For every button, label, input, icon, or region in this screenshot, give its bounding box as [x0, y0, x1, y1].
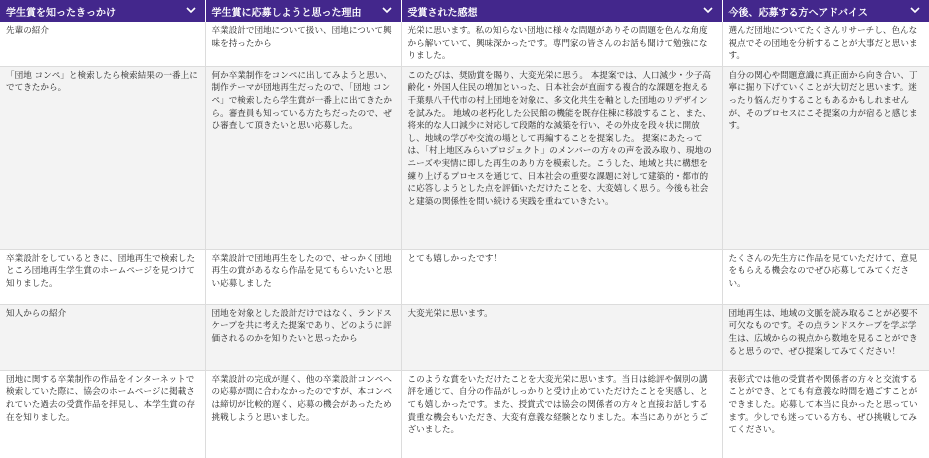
table-cell-advice: 表彰式では他の受賞者や関係者の方々と交流することができ、とても有意義な時間を過ごすことができました。応募して本当に良かったと思っています。少しでも迷っている方も、ぜひ挑戦してみてください。	[722, 370, 929, 458]
column-header-reason[interactable]	[205, 0, 401, 22]
table-cell-impression: このたびは、奨励賞を賜り、大変光栄に思う。 本提案では、人口減少・少子高齢化・外国人住民の増加といった、日本社会が直面する複合的な課題を抱える千葉県八千代市の村上団地を対象に、多文化共生を軸とした団地のリデザインを試みた。 地域の老朽化した公民館の機能を既存住棟に移設すること、また、将来的な人口減少に対応して段階的な減築を行い、その外皮を段々状に開放し、地域の学びや交流の場として再編することを提案した。 提案にあたっては、「村上地区みらいプロジェクト」のメンバーの方々の声を汲み取り、現地のニーズや実情に即した再生のあり方を模索した。こうした、地域と共に構想を練り上げるプロセスを通じて、日本社会の重要な課題に対して建築的・都市的に応答しようとした点を評価いただけたことを、大変嬉しく思う。今後も社会と建築の関係性を問い続ける実践を重ねていきたい。	[401, 66, 722, 249]
header-row	[0, 0, 929, 22]
chevron-down-icon[interactable]	[909, 4, 921, 16]
chevron-down-icon[interactable]	[185, 4, 197, 16]
table-row	[0, 304, 929, 370]
table-row	[0, 66, 929, 249]
table-row	[0, 22, 929, 66]
table-cell-trigger: 知人からの紹介	[0, 304, 205, 370]
chevron-down-icon[interactable]	[381, 4, 393, 16]
chevron-down-icon[interactable]	[702, 4, 714, 16]
table-body	[0, 22, 929, 458]
table-header	[0, 0, 929, 22]
table-cell-reason: 卒業設計で団地再生をしたので、せっかく団地再生の賞があるなら作品を見てもらいたいと思い応募しました	[205, 249, 401, 304]
column-header-label: 学生賞に応募しようと思った理由	[211, 7, 362, 19]
column-header-label: 受賞された感想	[407, 7, 478, 19]
table-cell-advice: たくさんの先生方に作品を見ていただけて、意見をもらえる機会なのでぜひ応募してみてください。	[722, 249, 929, 304]
column-header-advice[interactable]	[722, 0, 929, 22]
table-cell-reason: 卒業設計で団地について扱い、団地について興味を持ったから	[205, 22, 401, 66]
table-cell-reason: 卒業設計の完成が遅く、他の卒業設計コンペへの応募が間に合わなかったのですが、本コンペは締切が比較的遅く、応募の機会があったため挑戦しようと思いました。	[205, 370, 401, 458]
table-cell-trigger: 「団地 コンペ」と検索したら検索結果の一番上にでてきたから。	[0, 66, 205, 249]
column-header-impression[interactable]	[401, 0, 722, 22]
table-row	[0, 370, 929, 458]
table-cell-advice: 団地再生は、地域の文脈を読み取ることが必要不可欠なものです。その点ランドスケープを学ぶ学生は、広域からの視点から数地を見ることができると思うので、ぜひ提案してみてください！	[722, 304, 929, 370]
table-cell-trigger: 卒業設計をしているときに、団地再生で検索したところ団地再生学生賞のホームページを見つけて知りました。	[0, 249, 205, 304]
table-row	[0, 249, 929, 304]
column-header-trigger[interactable]	[0, 0, 205, 22]
table-cell-impression: 大変光栄に思います。	[401, 304, 722, 370]
table-cell-reason: 何か卒業制作をコンペに出してみようと思い、制作テーマが団地再生だったので、「団地 コンペ」で検索したら学生賞が一番上に出てきたから。審査員も知っている方たちだったので、ぜひ審査して頂きたいと思い応募した。	[205, 66, 401, 249]
table-cell-reason: 団地を対象とした設計だけではなく、ランドスケープを共に考えた提案であり、どのように評価されるのかを知りたいと思ったから	[205, 304, 401, 370]
table-cell-advice: 自分の関心や問題意識に真正面から向き合い、丁寧に掘り下げていくことが大切だと思います。迷ったり悩んだりすることもあるかもしれませんが、そのプロセスにこそ提案の力が宿ると感じます。	[722, 66, 929, 249]
table-cell-advice: 選んだ団地についてたくさんリサーチし、色んな視点でその団地を分析することが大事だと思います。	[722, 22, 929, 66]
table-cell-impression: とても嬉しかったです！	[401, 249, 722, 304]
table-cell-impression: 光栄に思います。私の知らない団地に様々な問題がありその問題を色んな角度から解いていて、興味深かったです。専門家の皆さんのお話も聞けて勉強になりました。	[401, 22, 722, 66]
table-cell-impression: このような賞をいただけたことを大変光栄に思います。当日は総評や個別の講評を通じて、自分の作品がしっかりと受け止めていただけたことを実感し、とても嬉しかったです。また、授賞式では協会の関係者の方々と直接お話しする貴重な機会もいただき、大変有意義な経験となりました。本当にありがとうございました。	[401, 370, 722, 458]
column-header-label: 学生賞を知ったきっかけ	[6, 7, 116, 19]
column-header-label: 今後、応募する方へアドバイス	[728, 7, 868, 19]
table-cell-trigger: 先輩の紹介	[0, 22, 205, 66]
table-cell-trigger: 団地に関する卒業制作の作品をインターネットで検索していた際に、協会のホームページに掲載されていた過去の受賞作品を拝見し、本学生賞の存在を知りました。	[0, 370, 205, 458]
